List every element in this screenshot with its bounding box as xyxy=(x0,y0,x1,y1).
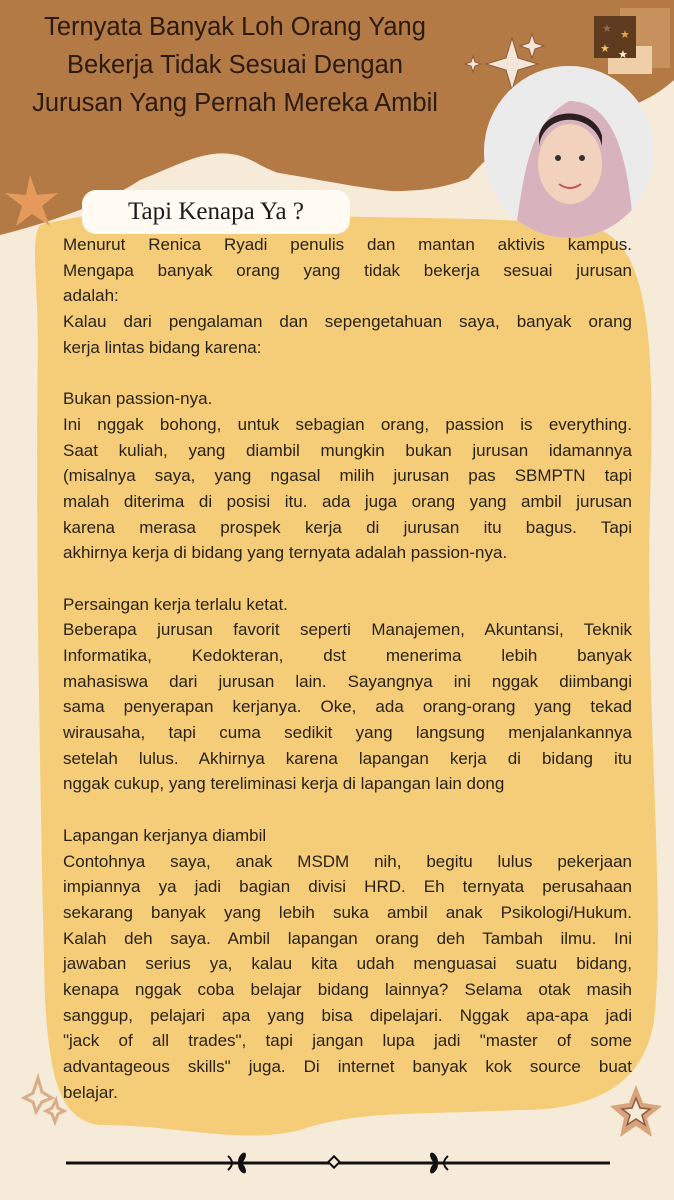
svg-text:★: ★ xyxy=(618,49,628,61)
article-body xyxy=(63,232,632,1105)
text-line: Mengapa banyak orang yang tidak bekerja sesuai jurusan xyxy=(63,260,632,280)
text-line: sanggup, pelajari apa yang bisa dipelajari. Nggak apa-apa jadi xyxy=(63,1005,632,1025)
text-line: nggak cukup, yang tereliminasi kerja di lapangan lain dong xyxy=(63,774,505,794)
text-line: mahasiswa dari jurusan lain. Sayangnya ini nggak diimbangi xyxy=(63,671,632,691)
headline-line: Ternyata Banyak Loh Orang Yang xyxy=(44,13,426,41)
text-line: Saat kuliah, yang diambil mungkin bukan jurusan idamannya xyxy=(63,440,632,460)
text-line: akhirnya kerja di bidang yang ternyata adalah passion-nya. xyxy=(63,543,508,563)
section-title: Tapi Kenapa Ya ? xyxy=(82,190,350,234)
text-line: malah diterima di posisi itu. ada juga orang yang ambil jurusan xyxy=(63,491,632,511)
svg-text:★: ★ xyxy=(602,23,612,35)
text-line: kerja lintas bidang karena: xyxy=(63,337,262,357)
svg-text:★: ★ xyxy=(600,43,610,55)
headline-line: Bekerja Tidak Sesuai Dengan xyxy=(67,51,403,79)
text-line: "jack of all trades", tapi jangan lupa jadi "master of some xyxy=(63,1031,632,1051)
text-line: advantageous skills" juga. Di internet banyak kok source buat xyxy=(63,1057,632,1076)
section-heading: Bukan passion-nya. xyxy=(63,389,213,409)
text-line: sekarang banyak yang lebih suka ambil anak Psikologi/Hukum. xyxy=(63,902,632,922)
text-line: Kalau dari pengalaman dan sepengetahuan saya, banyak orang xyxy=(63,312,632,332)
ornamental-divider xyxy=(66,1148,610,1178)
author-photo xyxy=(484,66,654,238)
text-line: Ini nggak bohong, untuk sebagian orang, passion is everything. xyxy=(63,414,632,434)
text-line: (misalnya saya, yang ngasal milih jurusan pas SBMPTN tapi xyxy=(63,466,632,486)
section-heading: Persaingan kerja terlalu ketat. xyxy=(63,594,288,614)
svg-text:★: ★ xyxy=(620,29,630,41)
headline-line: Jurusan Yang Pernah Mereka Ambil xyxy=(32,89,438,117)
text-line: Contohnya saya, anak MSDM nih, begitu lulus pekerjaan xyxy=(63,851,632,871)
text-line: sama penyerapan kerjanya. Oke, ada orang-orang yang tekad xyxy=(63,697,632,717)
text-line: Beberapa jurusan favorit seperti Manajemen, Akuntansi, Teknik xyxy=(63,620,632,640)
text-line: belajar. xyxy=(63,1082,118,1102)
text-line: jawaban serius ya, kalau kita udah menguasai suatu bidang, xyxy=(63,954,632,974)
text-line: adalah: xyxy=(63,286,119,306)
text-line: Kalah deh saya. Ambil lapangan orang deh Tambah ilmu. Ini xyxy=(63,928,632,948)
text-line: Informatika, Kedokteran, dst menerima lebih banyak xyxy=(63,646,632,665)
text-line: karena merasa prospek kerja di jurusan itu bagus. Tapi xyxy=(63,517,632,537)
section-heading: Lapangan kerjanya diambil xyxy=(63,825,267,845)
text-line: Menurut Renica Ryadi penulis dan mantan aktivis kampus. xyxy=(63,235,632,254)
text-line: kenapa nggak coba belajar bidang lainnya? Selama otak masih xyxy=(63,979,632,999)
text-line: wirausaha, tapi cuma sedikit yang langsung menjalankannya xyxy=(63,723,632,743)
headline xyxy=(0,8,470,122)
text-line: impiannya ya jadi bagian divisi HRD. Eh ternyata perusahaan xyxy=(63,877,632,897)
text-line: setelah lulus. Akhirnya karena lapangan kerja di bidang itu xyxy=(63,748,632,768)
